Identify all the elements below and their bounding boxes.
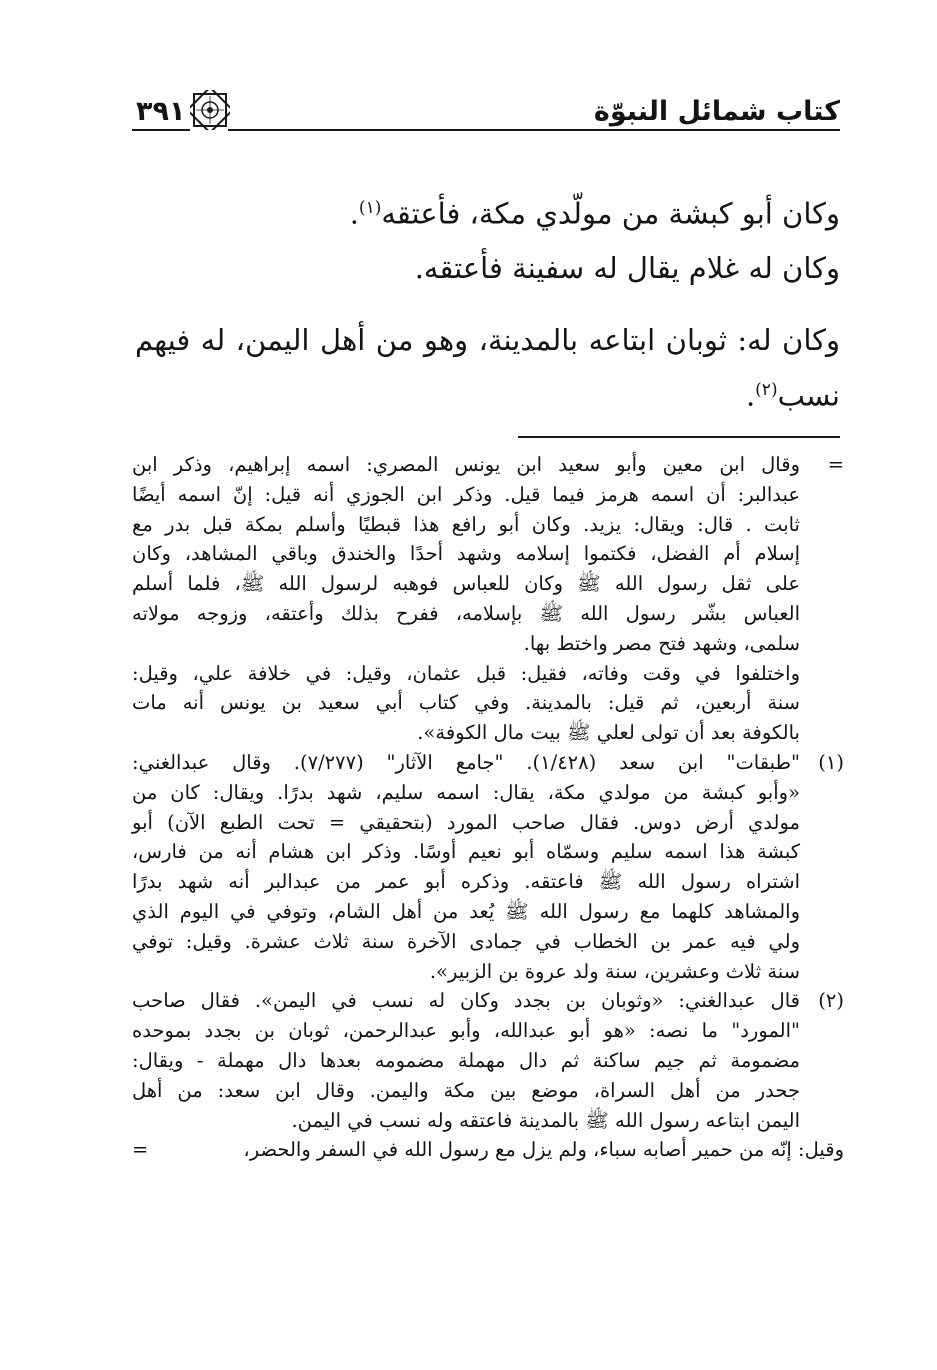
- continues-mark: =: [132, 1138, 149, 1162]
- footnote-line: "طبقات" ابن سعد (١/٤٢٨). "جامع الآثار" (٧/٢٧٧). وقال عبدالغني:: [132, 750, 800, 774]
- footnote-line: سلمى، وشهد فتح مصر واختط بها.: [523, 631, 800, 655]
- footnote-body: [132, 986, 800, 1135]
- footnote-line: ثابت . قال: ويقال: يزيد. وكان أبو رافع هذا قبطيًا وأسلم بمكة قبل بدر مع: [132, 512, 800, 536]
- footnote-line: وقال ابن معين وأبو سعيد ابن يونس المصري: اسمه إبراهيم، وذكر ابن: [132, 453, 800, 476]
- footnotes: [132, 450, 844, 1165]
- footnote-2: [132, 986, 844, 1135]
- footnote-line: سنة ثلاث وعشرين، سنة ولد عروة بن الزبير».: [429, 959, 800, 983]
- page-number: ٣٩١: [136, 96, 186, 127]
- footnote-line: عبدالبر: أن اسمه هرمز فيما قيل. وذكر ابن الجوزي أنه قيل: إنّ اسمه أيضًا: [132, 482, 800, 506]
- footnote-ref: (٢): [755, 380, 778, 400]
- footnote-line: «وأبو كبشة من مولدي مكة، يقال: اسمه سليم، شهد بدرًا. ويقال: كان من: [132, 780, 800, 804]
- footnote-continuation: [132, 450, 844, 748]
- footnote-separator: [518, 436, 840, 438]
- main-line: وكان له: ثوبان ابتاعه بالمدينة، وهو من أهل اليمن، له فيهم: [135, 323, 840, 357]
- footnote-line: إسلام أم الفضل، فكتموا إسلامه وشهد أحدًا والخندق وباقي المشاهد، وكان: [132, 542, 800, 566]
- footnote-line: والمشاهد كلهما مع رسول الله ﷺ يُعد من أهل الشام، وتوفي في اليوم الذي: [132, 899, 800, 923]
- footnote-body: [132, 450, 800, 748]
- footnote-line: قال عبدالغني: «وثوبان بن بجدد وكان له نسب في اليمن». فقال صاحب: [132, 989, 800, 1013]
- footnote-line: جحدر من أهل السراة، موضع بين مكة واليمن. وقال ابن سعد: من أهل: [132, 1078, 800, 1102]
- footnote-line: العباس بشّر رسول الله ﷺ بإسلامه، ففرح بذلك وأعتقه، وزوجه مولاته: [132, 601, 800, 625]
- main-line: وكان له غلام يقال له سفينة فأعتقه.: [414, 251, 840, 285]
- footnote-1: [132, 748, 844, 986]
- footnote-ref: (١): [358, 198, 382, 218]
- footnote-line: "المورد" ما نصه: «هو أبو عبدالله، وأبو عبدالرحمن، ثوبان بن بجدد بموحده: [132, 1019, 800, 1043]
- footnote-line: بالكوفة بعد أن تولى لعلي ﷺ بيت مال الكوفة».: [417, 721, 800, 745]
- footnote-line-full: [132, 1135, 844, 1165]
- footnote-line: واختلفوا في وقت وفاته، فقيل: قبل عثمان، وقيل: في خلافة علي، وقيل:: [132, 661, 800, 685]
- footnote-line: اليمن ابتاعه رسول الله ﷺ بالمدينة فاعتقه وله نسب في اليمن.: [291, 1108, 800, 1132]
- footnote-body: [132, 748, 800, 986]
- footnote-line: على ثقل رسول الله ﷺ وكان للعباس فوهبه لرسول الله ﷺ، فلما أسلم: [132, 572, 800, 596]
- footnote-number: (١): [818, 750, 844, 774]
- page-header: [128, 78, 840, 138]
- main-line: وكان أبو كبشة من مولّدي مكة، فأعتقه$^{(١)}$.: [349, 196, 840, 231]
- footnote-line: سنة أربعين، ثم قيل: بالمدينة. وفي كتاب أبي سعيد بن يونس أنه مات: [132, 691, 800, 715]
- main-line: نسب$^{(٢)}$.: [745, 378, 840, 413]
- footnote-line: مضمومة ثم جيم ساكنة ثم دال مهملة مضمومه بعدها دال مهملة - ويقال:: [132, 1048, 800, 1072]
- ornament-icon: [190, 90, 230, 130]
- header-rule: [228, 129, 840, 131]
- book-title: كتاب شمائل النبوّة: [593, 96, 840, 127]
- footnote-number: (٢): [818, 989, 844, 1013]
- page-number-underline: [132, 129, 190, 131]
- footnote-line: مولدي أرض دوس. فقال صاحب المورد (بتحقيقي = تحت الطبع الآن) أبو: [132, 810, 800, 834]
- footnote-line: اشتراه رسول الله ﷺ فاعتقه. وذكره أبو عمر من عبدالبر أنه شهد بدرًا: [132, 870, 800, 894]
- footnote-line: ولي فيه عمر بن الخطاب في جمادى الآخرة سنة ثلاث عشرة. وقيل: توفي: [132, 929, 800, 953]
- footnote-last-text: وقيل: إنّه من حمير أصابه سباء، ولم يزل مع رسول الله في السفر والحضر،: [243, 1138, 844, 1162]
- continuation-mark: =: [827, 453, 844, 476]
- footnote-line: كبشة هذا اسمه سليم وسمّاه أبو نعيم أوسًا. وذكر ابن هشام أنه من فارس،: [132, 840, 800, 864]
